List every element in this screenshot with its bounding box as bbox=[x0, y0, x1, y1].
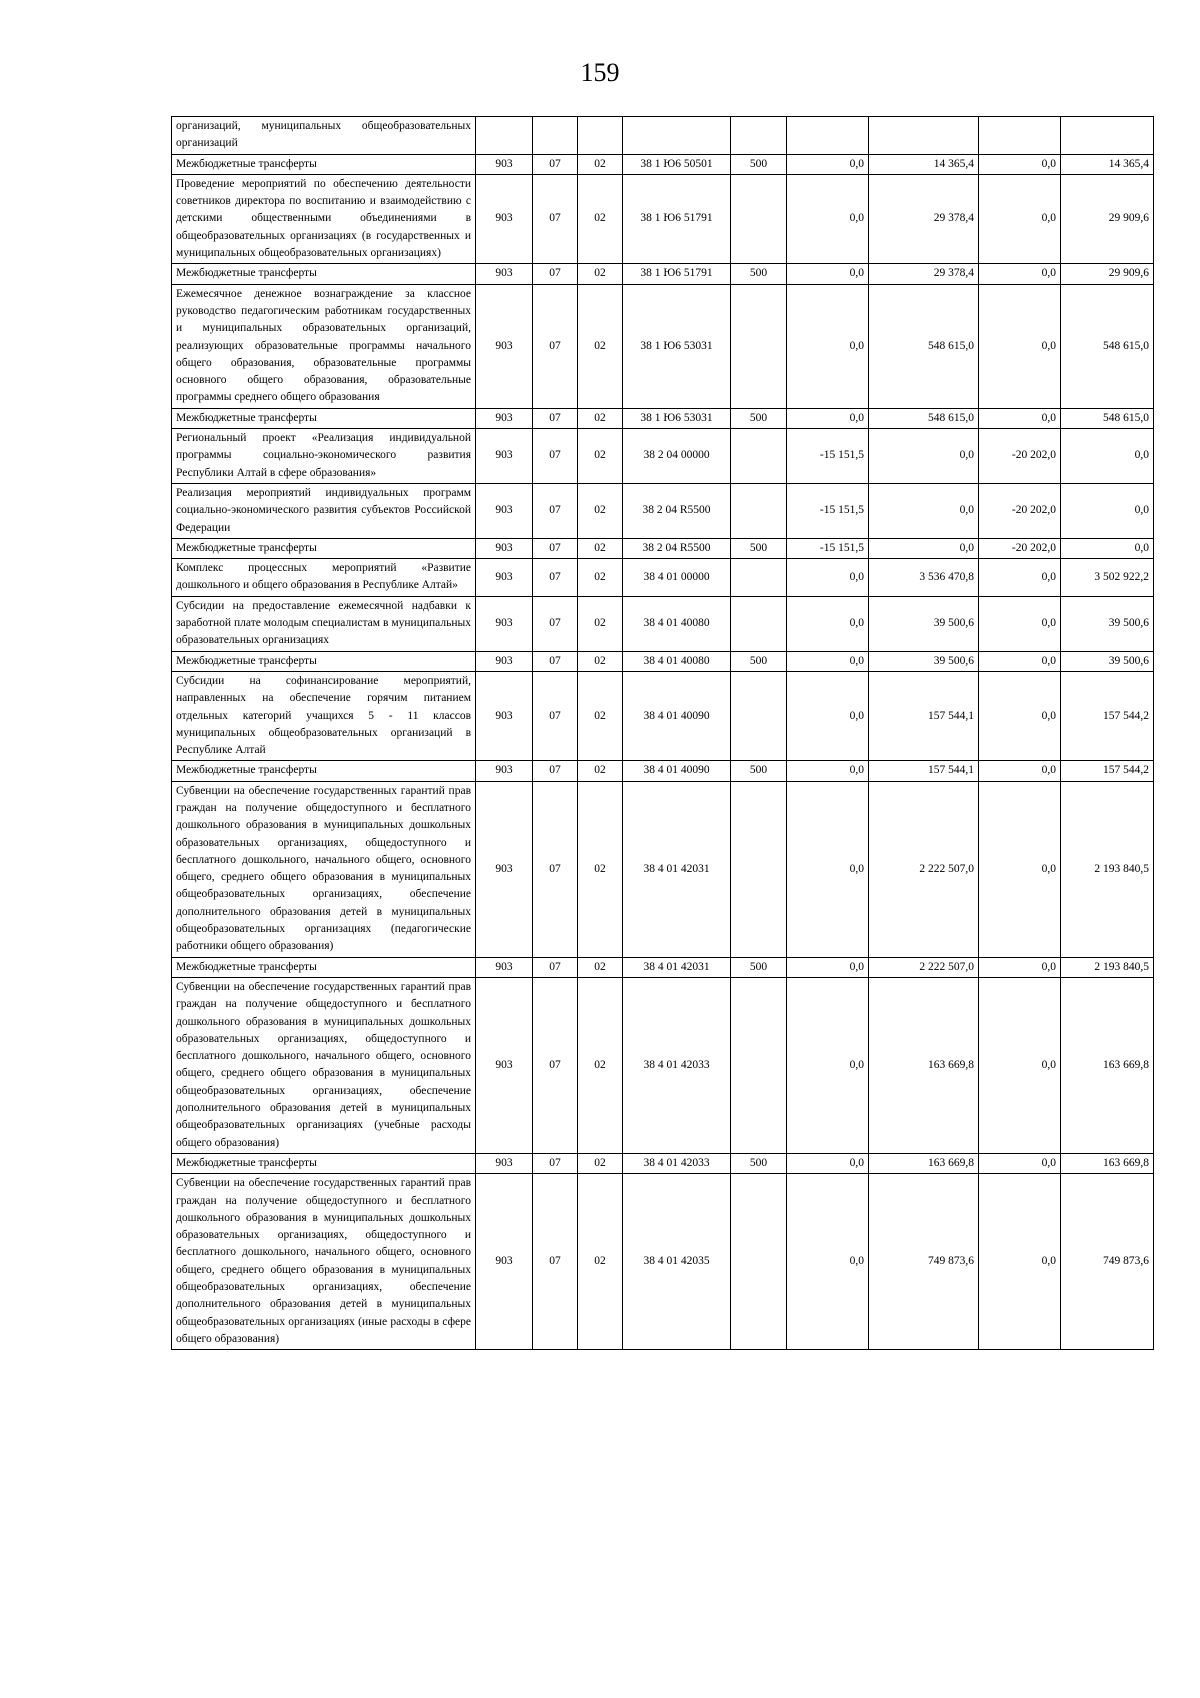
cell-amount-2: 548 615,0 bbox=[869, 408, 979, 428]
cell-section: 07 bbox=[533, 781, 578, 957]
cell-subsection: 02 bbox=[578, 174, 623, 263]
table-body bbox=[172, 117, 1154, 1350]
cell-target-article: 38 4 01 40090 bbox=[623, 671, 731, 760]
table-row bbox=[172, 977, 1154, 1153]
cell-amount-1: -15 151,5 bbox=[787, 429, 869, 484]
cell-section: 07 bbox=[533, 671, 578, 760]
cell-target-article: 38 1 Ю6 53031 bbox=[623, 284, 731, 408]
cell-amount-1 bbox=[787, 117, 869, 155]
table-row bbox=[172, 596, 1154, 651]
cell-target-article bbox=[623, 117, 731, 155]
table-row bbox=[172, 1153, 1154, 1173]
cell-section: 07 bbox=[533, 538, 578, 558]
cell-expense-type: 500 bbox=[731, 957, 787, 977]
cell-subsection: 02 bbox=[578, 671, 623, 760]
cell-subsection: 02 bbox=[578, 483, 623, 538]
cell-section: 07 bbox=[533, 284, 578, 408]
cell-amount-2: 749 873,6 bbox=[869, 1174, 979, 1350]
cell-expense-type bbox=[731, 429, 787, 484]
table-row bbox=[172, 117, 1154, 155]
cell-target-article: 38 4 01 40080 bbox=[623, 596, 731, 651]
cell-section: 07 bbox=[533, 483, 578, 538]
cell-amount-4: 548 615,0 bbox=[1061, 408, 1154, 428]
cell-expense-type bbox=[731, 781, 787, 957]
cell-amount-2: 163 669,8 bbox=[869, 977, 979, 1153]
cell-target-article: 38 4 01 00000 bbox=[623, 559, 731, 597]
cell-subsection: 02 bbox=[578, 408, 623, 428]
cell-admin-code: 903 bbox=[476, 559, 533, 597]
cell-amount-2: 157 544,1 bbox=[869, 761, 979, 781]
cell-admin-code: 903 bbox=[476, 284, 533, 408]
cell-section: 07 bbox=[533, 264, 578, 284]
cell-amount-3: 0,0 bbox=[979, 174, 1061, 263]
cell-amount-3: 0,0 bbox=[979, 1174, 1061, 1350]
cell-subsection: 02 bbox=[578, 559, 623, 597]
cell-section: 07 bbox=[533, 559, 578, 597]
cell-admin-code: 903 bbox=[476, 429, 533, 484]
table-row bbox=[172, 284, 1154, 408]
cell-amount-2: 163 669,8 bbox=[869, 1153, 979, 1173]
cell-description: Проведение мероприятий по обеспечению деятельности советников директора по воспитанию и взаимодействию с детскими общественными объединениями в общеобразовательных организациях (в государственных и муниципальных общеобразовательных организациях) bbox=[172, 174, 476, 263]
cell-amount-2 bbox=[869, 117, 979, 155]
cell-description: Субвенции на обеспечение государственных гарантий прав граждан на получение общедоступного и бесплатного дошкольного образования в муниципальных дошкольных образовательных организациях, общедоступного и бесплатного дошкольного, начального общего, основного общего, среднего общего образования в муниципальных общеобразовательных организациях, обеспечение дополнительного образования детей в муниципальных общеобразовательных организациях (педагогические работники общего образования) bbox=[172, 781, 476, 957]
cell-amount-4: 0,0 bbox=[1061, 538, 1154, 558]
cell-subsection: 02 bbox=[578, 977, 623, 1153]
cell-expense-type bbox=[731, 284, 787, 408]
cell-amount-4: 2 193 840,5 bbox=[1061, 781, 1154, 957]
table-row bbox=[172, 264, 1154, 284]
table-row bbox=[172, 671, 1154, 760]
cell-expense-type: 500 bbox=[731, 538, 787, 558]
table-row bbox=[172, 761, 1154, 781]
cell-target-article: 38 4 01 40080 bbox=[623, 651, 731, 671]
cell-expense-type: 500 bbox=[731, 761, 787, 781]
cell-section: 07 bbox=[533, 408, 578, 428]
cell-amount-2: 2 222 507,0 bbox=[869, 781, 979, 957]
cell-amount-1: 0,0 bbox=[787, 408, 869, 428]
cell-description: Межбюджетные трансферты bbox=[172, 408, 476, 428]
cell-admin-code: 903 bbox=[476, 761, 533, 781]
cell-subsection: 02 bbox=[578, 781, 623, 957]
cell-expense-type bbox=[731, 117, 787, 155]
cell-target-article: 38 2 04 R5500 bbox=[623, 538, 731, 558]
cell-subsection: 02 bbox=[578, 1174, 623, 1350]
cell-amount-2: 0,0 bbox=[869, 483, 979, 538]
cell-amount-1: 0,0 bbox=[787, 264, 869, 284]
cell-target-article: 38 4 01 42031 bbox=[623, 781, 731, 957]
cell-admin-code bbox=[476, 117, 533, 155]
cell-amount-4: 163 669,8 bbox=[1061, 1153, 1154, 1173]
cell-subsection: 02 bbox=[578, 284, 623, 408]
cell-subsection: 02 bbox=[578, 429, 623, 484]
cell-admin-code: 903 bbox=[476, 596, 533, 651]
cell-amount-2: 0,0 bbox=[869, 429, 979, 484]
cell-amount-1: 0,0 bbox=[787, 284, 869, 408]
cell-amount-3: 0,0 bbox=[979, 284, 1061, 408]
cell-section: 07 bbox=[533, 957, 578, 977]
cell-amount-3: 0,0 bbox=[979, 559, 1061, 597]
cell-admin-code: 903 bbox=[476, 1153, 533, 1173]
cell-amount-1: 0,0 bbox=[787, 651, 869, 671]
cell-amount-4: 29 909,6 bbox=[1061, 264, 1154, 284]
cell-amount-1: 0,0 bbox=[787, 761, 869, 781]
cell-amount-4: 39 500,6 bbox=[1061, 651, 1154, 671]
cell-description: Ежемесячное денежное вознаграждение за классное руководство педагогическим работникам государственных и муниципальных образовательных организаций, реализующих образовательные программы начального общего образования, образовательные программы основного общего образования, образовательные программы среднего общего образования bbox=[172, 284, 476, 408]
table-row bbox=[172, 538, 1154, 558]
cell-subsection: 02 bbox=[578, 1153, 623, 1173]
cell-description: Межбюджетные трансферты bbox=[172, 651, 476, 671]
cell-expense-type: 500 bbox=[731, 651, 787, 671]
cell-amount-3: -20 202,0 bbox=[979, 429, 1061, 484]
cell-expense-type: 500 bbox=[731, 264, 787, 284]
table-row bbox=[172, 559, 1154, 597]
cell-amount-4: 0,0 bbox=[1061, 429, 1154, 484]
cell-admin-code: 903 bbox=[476, 1174, 533, 1350]
cell-expense-type bbox=[731, 977, 787, 1153]
cell-description: Реализация мероприятий индивидуальных программ социально-экономического развития субъектов Российской Федерации bbox=[172, 483, 476, 538]
cell-target-article: 38 2 04 00000 bbox=[623, 429, 731, 484]
cell-section: 07 bbox=[533, 596, 578, 651]
cell-section: 07 bbox=[533, 1153, 578, 1173]
cell-section: 07 bbox=[533, 174, 578, 263]
cell-amount-3: 0,0 bbox=[979, 781, 1061, 957]
cell-expense-type: 500 bbox=[731, 408, 787, 428]
cell-description: Межбюджетные трансферты bbox=[172, 957, 476, 977]
cell-admin-code: 903 bbox=[476, 781, 533, 957]
cell-amount-4: 163 669,8 bbox=[1061, 977, 1154, 1153]
cell-amount-4: 39 500,6 bbox=[1061, 596, 1154, 651]
cell-amount-3: -20 202,0 bbox=[979, 483, 1061, 538]
cell-target-article: 38 1 Ю6 51791 bbox=[623, 264, 731, 284]
cell-target-article: 38 1 Ю6 53031 bbox=[623, 408, 731, 428]
cell-target-article: 38 4 01 42031 bbox=[623, 957, 731, 977]
cell-amount-3: 0,0 bbox=[979, 264, 1061, 284]
cell-amount-4: 157 544,2 bbox=[1061, 761, 1154, 781]
cell-admin-code: 903 bbox=[476, 174, 533, 263]
cell-target-article: 38 4 01 40090 bbox=[623, 761, 731, 781]
table-row bbox=[172, 1174, 1154, 1350]
cell-amount-3: 0,0 bbox=[979, 154, 1061, 174]
cell-amount-2: 3 536 470,8 bbox=[869, 559, 979, 597]
cell-amount-4: 548 615,0 bbox=[1061, 284, 1154, 408]
table-row bbox=[172, 781, 1154, 957]
cell-subsection: 02 bbox=[578, 651, 623, 671]
table-row bbox=[172, 957, 1154, 977]
cell-section bbox=[533, 117, 578, 155]
cell-amount-3: 0,0 bbox=[979, 1153, 1061, 1173]
cell-section: 07 bbox=[533, 977, 578, 1153]
cell-amount-2: 2 222 507,0 bbox=[869, 957, 979, 977]
cell-description: Комплекс процессных мероприятий «Развитие дошкольного и общего образования в Республике Алтай» bbox=[172, 559, 476, 597]
cell-section: 07 bbox=[533, 651, 578, 671]
cell-description: Межбюджетные трансферты bbox=[172, 154, 476, 174]
cell-target-article: 38 4 01 42033 bbox=[623, 977, 731, 1153]
cell-amount-3: 0,0 bbox=[979, 596, 1061, 651]
cell-target-article: 38 2 04 R5500 bbox=[623, 483, 731, 538]
cell-subsection bbox=[578, 117, 623, 155]
cell-amount-4: 29 909,6 bbox=[1061, 174, 1154, 263]
cell-amount-3: -20 202,0 bbox=[979, 538, 1061, 558]
cell-amount-3 bbox=[979, 117, 1061, 155]
cell-admin-code: 903 bbox=[476, 483, 533, 538]
cell-section: 07 bbox=[533, 1174, 578, 1350]
cell-admin-code: 903 bbox=[476, 651, 533, 671]
cell-amount-4: 3 502 922,2 bbox=[1061, 559, 1154, 597]
cell-amount-2: 0,0 bbox=[869, 538, 979, 558]
cell-amount-1: 0,0 bbox=[787, 1153, 869, 1173]
cell-amount-4: 0,0 bbox=[1061, 483, 1154, 538]
cell-expense-type bbox=[731, 671, 787, 760]
cell-subsection: 02 bbox=[578, 538, 623, 558]
cell-amount-3: 0,0 bbox=[979, 671, 1061, 760]
cell-amount-4: 14 365,4 bbox=[1061, 154, 1154, 174]
cell-description: Межбюджетные трансферты bbox=[172, 264, 476, 284]
cell-amount-1: 0,0 bbox=[787, 977, 869, 1153]
cell-admin-code: 903 bbox=[476, 977, 533, 1153]
cell-expense-type: 500 bbox=[731, 154, 787, 174]
cell-admin-code: 903 bbox=[476, 671, 533, 760]
cell-admin-code: 903 bbox=[476, 264, 533, 284]
cell-subsection: 02 bbox=[578, 264, 623, 284]
budget-table bbox=[171, 116, 1154, 1350]
cell-expense-type bbox=[731, 483, 787, 538]
cell-expense-type bbox=[731, 1174, 787, 1350]
cell-amount-1: 0,0 bbox=[787, 154, 869, 174]
cell-amount-3: 0,0 bbox=[979, 977, 1061, 1153]
cell-admin-code: 903 bbox=[476, 538, 533, 558]
table-row bbox=[172, 174, 1154, 263]
cell-description: Межбюджетные трансферты bbox=[172, 1153, 476, 1173]
cell-target-article: 38 1 Ю6 50501 bbox=[623, 154, 731, 174]
cell-amount-2: 39 500,6 bbox=[869, 651, 979, 671]
cell-amount-2: 548 615,0 bbox=[869, 284, 979, 408]
cell-amount-3: 0,0 bbox=[979, 761, 1061, 781]
cell-expense-type bbox=[731, 174, 787, 263]
table-row bbox=[172, 429, 1154, 484]
cell-target-article: 38 1 Ю6 51791 bbox=[623, 174, 731, 263]
cell-amount-2: 39 500,6 bbox=[869, 596, 979, 651]
cell-amount-2: 14 365,4 bbox=[869, 154, 979, 174]
cell-subsection: 02 bbox=[578, 596, 623, 651]
cell-section: 07 bbox=[533, 429, 578, 484]
cell-amount-2: 157 544,1 bbox=[869, 671, 979, 760]
cell-subsection: 02 bbox=[578, 761, 623, 781]
cell-section: 07 bbox=[533, 154, 578, 174]
cell-amount-1: 0,0 bbox=[787, 174, 869, 263]
cell-amount-4: 157 544,2 bbox=[1061, 671, 1154, 760]
cell-amount-1: -15 151,5 bbox=[787, 483, 869, 538]
cell-description: Субсидии на предоставление ежемесячной надбавки к заработной плате молодым специалистам в муниципальных образовательных организациях bbox=[172, 596, 476, 651]
table-row bbox=[172, 651, 1154, 671]
cell-subsection: 02 bbox=[578, 957, 623, 977]
cell-description: Региональный проект «Реализация индивидуальной программы социально-экономического развития Республики Алтай в сфере образования» bbox=[172, 429, 476, 484]
cell-amount-1: 0,0 bbox=[787, 957, 869, 977]
cell-amount-2: 29 378,4 bbox=[869, 174, 979, 263]
cell-target-article: 38 4 01 42035 bbox=[623, 1174, 731, 1350]
cell-admin-code: 903 bbox=[476, 154, 533, 174]
cell-amount-4: 749 873,6 bbox=[1061, 1174, 1154, 1350]
cell-admin-code: 903 bbox=[476, 957, 533, 977]
cell-subsection: 02 bbox=[578, 154, 623, 174]
cell-amount-1: -15 151,5 bbox=[787, 538, 869, 558]
cell-description: Субсидии на софинансирование мероприятий, направленных на обеспечение горячим питанием отдельных категорий учащихся 5 - 11 классов муниципальных общеобразовательных организаций в Республике Алтай bbox=[172, 671, 476, 760]
table-row bbox=[172, 483, 1154, 538]
cell-amount-3: 0,0 bbox=[979, 651, 1061, 671]
table-row bbox=[172, 408, 1154, 428]
cell-section: 07 bbox=[533, 761, 578, 781]
cell-amount-1: 0,0 bbox=[787, 1174, 869, 1350]
cell-expense-type bbox=[731, 559, 787, 597]
page-number: 159 bbox=[580, 58, 620, 87]
cell-description: организаций, муниципальных общеобразовательных организаций bbox=[172, 117, 476, 155]
cell-amount-4: 2 193 840,5 bbox=[1061, 957, 1154, 977]
cell-amount-4 bbox=[1061, 117, 1154, 155]
cell-amount-3: 0,0 bbox=[979, 408, 1061, 428]
cell-admin-code: 903 bbox=[476, 408, 533, 428]
cell-description: Субвенции на обеспечение государственных гарантий прав граждан на получение общедоступного и бесплатного дошкольного образования в муниципальных дошкольных образовательных организациях, общедоступного и бесплатного дошкольного, начального общего, основного общего, среднего общего образования в муниципальных общеобразовательных организациях, обеспечение дополнительного образования детей в муниципальных общеобразовательных организациях (учебные расходы общего образования) bbox=[172, 977, 476, 1153]
cell-description: Межбюджетные трансферты bbox=[172, 761, 476, 781]
cell-amount-1: 0,0 bbox=[787, 559, 869, 597]
cell-amount-1: 0,0 bbox=[787, 781, 869, 957]
cell-amount-2: 29 378,4 bbox=[869, 264, 979, 284]
cell-amount-3: 0,0 bbox=[979, 957, 1061, 977]
cell-description: Субвенции на обеспечение государственных гарантий прав граждан на получение общедоступного и бесплатного дошкольного образования в муниципальных дошкольных образовательных организациях, общедоступного и бесплатного дошкольного, начального общего, основного общего, среднего общего образования в муниципальных общеобразовательных организациях, обеспечение дополнительного образования детей в муниципальных общеобразовательных организациях (иные расходы в сфере общего образования) bbox=[172, 1174, 476, 1350]
cell-expense-type: 500 bbox=[731, 1153, 787, 1173]
cell-amount-1: 0,0 bbox=[787, 671, 869, 760]
cell-target-article: 38 4 01 42033 bbox=[623, 1153, 731, 1173]
table-row bbox=[172, 154, 1154, 174]
cell-expense-type bbox=[731, 596, 787, 651]
cell-description: Межбюджетные трансферты bbox=[172, 538, 476, 558]
cell-amount-1: 0,0 bbox=[787, 596, 869, 651]
